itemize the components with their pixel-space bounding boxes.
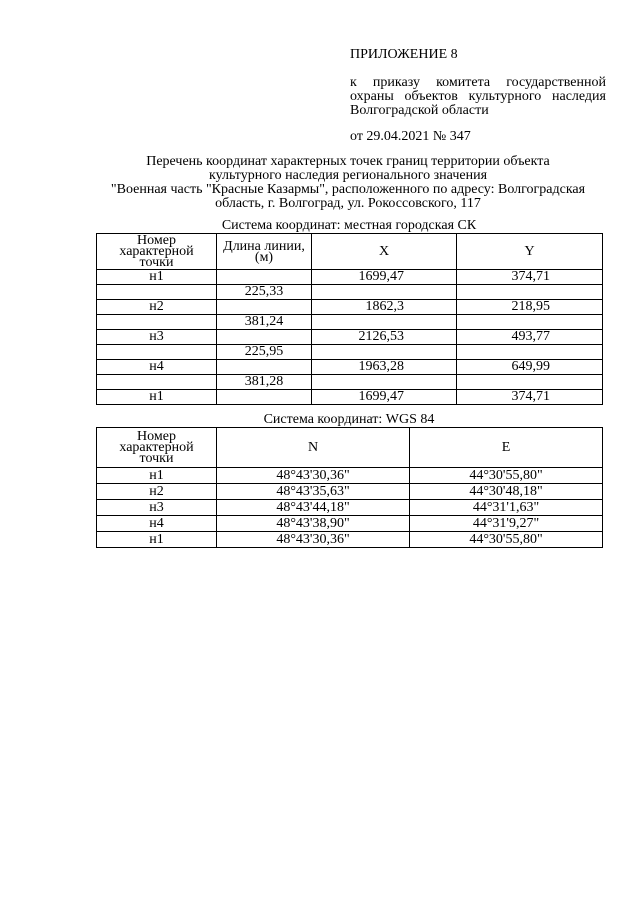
- column-header-point: Номер характерной точки: [97, 428, 217, 468]
- cell-e: 44°30'55,80": [410, 468, 603, 484]
- table-row: [97, 532, 603, 548]
- cell-length: [217, 330, 312, 345]
- column-header-e: E: [410, 428, 603, 468]
- column-header-n: N: [217, 428, 410, 468]
- cell-e: 44°31'9,27": [410, 516, 603, 532]
- appendix-basis: к приказу комитета государственной охраны объектов культурного наследия Волгоградской области: [350, 75, 606, 118]
- table-row: [97, 390, 603, 405]
- cell-length: [217, 360, 312, 375]
- cell-point: н4: [97, 516, 217, 532]
- cell-length: [217, 390, 312, 405]
- cell-y: [457, 315, 603, 330]
- column-header-x: X: [312, 234, 457, 270]
- table-row: [97, 270, 603, 285]
- cell-x: [312, 285, 457, 300]
- cell-e: 44°30'48,18": [410, 484, 603, 500]
- column-header-point: Номер характерной точки: [97, 234, 217, 270]
- document-title-line: Перечень координат характерных точек границ территории объекта: [146, 154, 550, 169]
- cell-y: [457, 375, 603, 390]
- cell-point: [97, 285, 217, 300]
- table-row: [97, 500, 603, 516]
- cell-point: н3: [97, 500, 217, 516]
- cell-e: 44°31'1,63": [410, 500, 603, 516]
- appendix-block: [350, 48, 606, 144]
- document-title: [88, 155, 608, 211]
- cell-x: 1862,3: [312, 300, 457, 315]
- table-row: [97, 315, 603, 330]
- cell-y: 374,71: [457, 270, 603, 285]
- table-header-row: [97, 234, 603, 270]
- cell-length: 225,95: [217, 345, 312, 360]
- cell-point: н1: [97, 468, 217, 484]
- cell-point: [97, 375, 217, 390]
- column-header-y: Y: [457, 234, 603, 270]
- cell-x: [312, 375, 457, 390]
- cell-y: 493,77: [457, 330, 603, 345]
- cell-x: 2126,53: [312, 330, 457, 345]
- cell-length: 381,28: [217, 375, 312, 390]
- local-table-caption: Система координат: местная городская СК: [221, 218, 477, 233]
- table-row: [97, 285, 603, 300]
- document-title-line: область, г. Волгоград, ул. Рокоссовского, 117: [215, 196, 481, 211]
- cell-point: н1: [97, 532, 217, 548]
- table-row: [97, 484, 603, 500]
- document-title-line: культурного наследия регионального значения: [208, 168, 488, 183]
- table-row: [97, 468, 603, 484]
- appendix-date: от 29.04.2021 № 347: [350, 129, 471, 144]
- cell-x: 1963,28: [312, 360, 457, 375]
- cell-length: [217, 270, 312, 285]
- cell-n: 48°43'30,36": [217, 468, 410, 484]
- cell-n: 48°43'38,90": [217, 516, 410, 532]
- cell-x: [312, 345, 457, 360]
- cell-e: 44°30'55,80": [410, 532, 603, 548]
- table-row: [97, 516, 603, 532]
- appendix-title: ПРИЛОЖЕНИЕ 8: [350, 47, 458, 62]
- cell-y: [457, 285, 603, 300]
- cell-length: 225,33: [217, 285, 312, 300]
- cell-length: [217, 300, 312, 315]
- cell-x: 1699,47: [312, 270, 457, 285]
- local-table-body: [97, 270, 603, 405]
- column-header-length: Длина линии, (м): [217, 234, 312, 270]
- cell-point: [97, 315, 217, 330]
- cell-y: 218,95: [457, 300, 603, 315]
- cell-x: 1699,47: [312, 390, 457, 405]
- cell-length: 381,24: [217, 315, 312, 330]
- cell-n: 48°43'35,63": [217, 484, 410, 500]
- cell-point: н4: [97, 360, 217, 375]
- wgs-coordinates-table: [96, 427, 603, 548]
- cell-point: [97, 345, 217, 360]
- cell-n: 48°43'30,36": [217, 532, 410, 548]
- cell-n: 48°43'44,18": [217, 500, 410, 516]
- table-header-row: [97, 428, 603, 468]
- table-row: [97, 330, 603, 345]
- wgs-table-caption: Система координат: WGS 84: [263, 412, 435, 427]
- table-row: [97, 375, 603, 390]
- table-row: [97, 300, 603, 315]
- wgs-table-body: [97, 468, 603, 548]
- cell-y: 649,99: [457, 360, 603, 375]
- cell-y: [457, 345, 603, 360]
- document-title-line: "Военная часть "Красные Казармы", расположенного по адресу: Волгоградская: [110, 182, 586, 197]
- cell-point: н3: [97, 330, 217, 345]
- cell-point: н1: [97, 270, 217, 285]
- table-row: [97, 345, 603, 360]
- cell-x: [312, 315, 457, 330]
- table-row: [97, 360, 603, 375]
- cell-point: н2: [97, 484, 217, 500]
- cell-y: 374,71: [457, 390, 603, 405]
- local-coordinates-table: [96, 233, 603, 405]
- cell-point: н1: [97, 390, 217, 405]
- cell-point: н2: [97, 300, 217, 315]
